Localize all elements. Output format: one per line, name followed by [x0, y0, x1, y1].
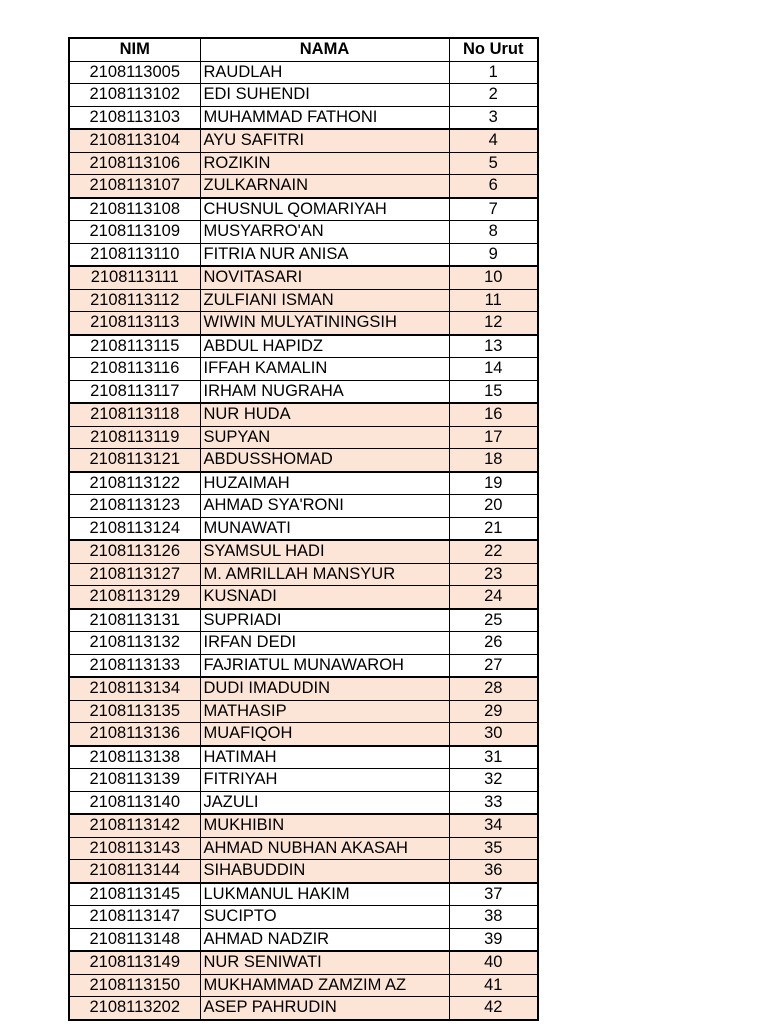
no-urut-cell: 33 [449, 791, 538, 814]
nama-cell: NUR HUDA [200, 403, 449, 426]
table-row [69, 358, 538, 381]
nim-cell: 2108113124 [69, 517, 200, 540]
nama-cell: FITRIA NUR ANISA [200, 243, 449, 266]
table-row [69, 129, 538, 152]
no-urut-cell: 2 [449, 84, 538, 107]
nim-cell: 2108113106 [69, 152, 200, 175]
no-urut-cell: 27 [449, 654, 538, 677]
table-row [69, 769, 538, 792]
table-row [69, 495, 538, 518]
nama-cell: SUPYAN [200, 426, 449, 449]
nama-cell: DUDI IMADUDIN [200, 677, 449, 700]
nama-cell: M. AMRILLAH MANSYUR [200, 563, 449, 586]
table-row [69, 380, 538, 403]
nim-cell: 2108113149 [69, 951, 200, 974]
table-row [69, 403, 538, 426]
nama-cell: MUKHAMMAD ZAMZIM AZ [200, 974, 449, 997]
table-row [69, 61, 538, 84]
no-urut-cell: 32 [449, 769, 538, 792]
no-urut-cell: 36 [449, 860, 538, 883]
nama-cell: MUHAMMAD FATHONI [200, 106, 449, 129]
table-row [69, 221, 538, 244]
table-row [69, 791, 538, 814]
table-row [69, 243, 538, 266]
nama-cell: SIHABUDDIN [200, 860, 449, 883]
nim-cell: 2108113136 [69, 723, 200, 746]
nim-cell: 2108113127 [69, 563, 200, 586]
nim-cell: 2108113133 [69, 654, 200, 677]
nama-cell: ABDUL HAPIDZ [200, 335, 449, 358]
no-urut-cell: 38 [449, 906, 538, 929]
table-row [69, 837, 538, 860]
nim-cell: 2108113144 [69, 860, 200, 883]
nim-cell: 2108113118 [69, 403, 200, 426]
nim-cell: 2108113131 [69, 609, 200, 632]
nama-cell: AYU SAFITRI [200, 129, 449, 152]
nim-cell: 2108113143 [69, 837, 200, 860]
nama-cell: SUPRIADI [200, 609, 449, 632]
nama-cell: CHUSNUL QOMARIYAH [200, 198, 449, 221]
nama-cell: MUAFIQOH [200, 723, 449, 746]
table-row [69, 723, 538, 746]
table-row [69, 632, 538, 655]
nim-cell: 2108113104 [69, 129, 200, 152]
nim-cell: 2108113116 [69, 358, 200, 381]
table-row [69, 906, 538, 929]
table-row [69, 700, 538, 723]
table-row [69, 449, 538, 472]
table-row [69, 586, 538, 609]
table-row [69, 883, 538, 906]
nim-cell: 2108113140 [69, 791, 200, 814]
nim-cell: 2108113109 [69, 221, 200, 244]
no-urut-cell: 34 [449, 814, 538, 837]
nama-cell: HATIMAH [200, 746, 449, 769]
nim-cell: 2108113138 [69, 746, 200, 769]
no-urut-cell: 8 [449, 221, 538, 244]
table-body [69, 61, 538, 1020]
student-table [68, 37, 539, 1021]
table-row [69, 289, 538, 312]
nim-cell: 2108113129 [69, 586, 200, 609]
nim-cell: 2108113122 [69, 472, 200, 495]
nim-cell: 2108113108 [69, 198, 200, 221]
table-row [69, 563, 538, 586]
no-urut-cell: 22 [449, 540, 538, 563]
table-row [69, 746, 538, 769]
no-urut-cell: 23 [449, 563, 538, 586]
nim-cell: 2108113110 [69, 243, 200, 266]
no-urut-cell: 11 [449, 289, 538, 312]
table-row [69, 198, 538, 221]
nim-cell: 2108113134 [69, 677, 200, 700]
nama-cell: NUR SENIWATI [200, 951, 449, 974]
nama-cell: NOVITASARI [200, 266, 449, 289]
nama-cell: LUKMANUL HAKIM [200, 883, 449, 906]
no-urut-cell: 16 [449, 403, 538, 426]
no-urut-cell: 31 [449, 746, 538, 769]
nim-cell: 2108113102 [69, 84, 200, 107]
nama-cell: HUZAIMAH [200, 472, 449, 495]
no-urut-cell: 6 [449, 175, 538, 198]
nim-cell: 2108113107 [69, 175, 200, 198]
nim-cell: 2108113115 [69, 335, 200, 358]
table-row [69, 472, 538, 495]
nama-cell: JAZULI [200, 791, 449, 814]
header-nama: NAMA [200, 38, 449, 61]
no-urut-cell: 41 [449, 974, 538, 997]
nama-cell: IRFAN DEDI [200, 632, 449, 655]
no-urut-cell: 21 [449, 517, 538, 540]
nim-cell: 2108113126 [69, 540, 200, 563]
no-urut-cell: 7 [449, 198, 538, 221]
table-row [69, 860, 538, 883]
nim-cell: 2108113121 [69, 449, 200, 472]
no-urut-cell: 18 [449, 449, 538, 472]
no-urut-cell: 40 [449, 951, 538, 974]
nama-cell: ASEP PAHRUDIN [200, 997, 449, 1020]
nim-cell: 2108113005 [69, 61, 200, 84]
table-row [69, 814, 538, 837]
no-urut-cell: 5 [449, 152, 538, 175]
nama-cell: MATHASIP [200, 700, 449, 723]
no-urut-cell: 35 [449, 837, 538, 860]
no-urut-cell: 12 [449, 312, 538, 335]
table-row [69, 106, 538, 129]
nim-cell: 2108113111 [69, 266, 200, 289]
no-urut-cell: 24 [449, 586, 538, 609]
table-row [69, 974, 538, 997]
nama-cell: MUSYARRO'AN [200, 221, 449, 244]
table-row [69, 928, 538, 951]
no-urut-cell: 29 [449, 700, 538, 723]
nama-cell: KUSNADI [200, 586, 449, 609]
nama-cell: ZULKARNAIN [200, 175, 449, 198]
nim-cell: 2108113147 [69, 906, 200, 929]
nim-cell: 2108113135 [69, 700, 200, 723]
nim-cell: 2108113123 [69, 495, 200, 518]
nim-cell: 2108113112 [69, 289, 200, 312]
nama-cell: SUCIPTO [200, 906, 449, 929]
table-row [69, 997, 538, 1020]
no-urut-cell: 42 [449, 997, 538, 1020]
no-urut-cell: 3 [449, 106, 538, 129]
table-row [69, 152, 538, 175]
no-urut-cell: 10 [449, 266, 538, 289]
nama-cell: IRHAM NUGRAHA [200, 380, 449, 403]
nama-cell: AHMAD SYA'RONI [200, 495, 449, 518]
header-row [69, 38, 538, 61]
nama-cell: AHMAD NADZIR [200, 928, 449, 951]
nim-cell: 2108113119 [69, 426, 200, 449]
nama-cell: FAJRIATUL MUNAWAROH [200, 654, 449, 677]
no-urut-cell: 39 [449, 928, 538, 951]
no-urut-cell: 14 [449, 358, 538, 381]
table-header [69, 38, 538, 61]
no-urut-cell: 37 [449, 883, 538, 906]
table-row [69, 677, 538, 700]
nim-cell: 2108113150 [69, 974, 200, 997]
table-row [69, 654, 538, 677]
nim-cell: 2108113148 [69, 928, 200, 951]
nama-cell: FITRIYAH [200, 769, 449, 792]
no-urut-cell: 9 [449, 243, 538, 266]
no-urut-cell: 17 [449, 426, 538, 449]
nama-cell: SYAMSUL HADI [200, 540, 449, 563]
nim-cell: 2108113117 [69, 380, 200, 403]
header-no-urut: No Urut [449, 38, 538, 61]
nim-cell: 2108113113 [69, 312, 200, 335]
table-row [69, 175, 538, 198]
table-row [69, 426, 538, 449]
no-urut-cell: 28 [449, 677, 538, 700]
nama-cell: MUKHIBIN [200, 814, 449, 837]
nama-cell: RAUDLAH [200, 61, 449, 84]
no-urut-cell: 15 [449, 380, 538, 403]
nama-cell: MUNAWATI [200, 517, 449, 540]
nim-cell: 2108113142 [69, 814, 200, 837]
no-urut-cell: 19 [449, 472, 538, 495]
nama-cell: EDI SUHENDI [200, 84, 449, 107]
nim-cell: 2108113132 [69, 632, 200, 655]
table-row [69, 951, 538, 974]
nama-cell: ZULFIANI ISMAN [200, 289, 449, 312]
table-row [69, 312, 538, 335]
no-urut-cell: 26 [449, 632, 538, 655]
no-urut-cell: 1 [449, 61, 538, 84]
nim-cell: 2108113139 [69, 769, 200, 792]
no-urut-cell: 25 [449, 609, 538, 632]
nama-cell: AHMAD NUBHAN AKASAH [200, 837, 449, 860]
table-row [69, 540, 538, 563]
nama-cell: WIWIN MULYATININGSIH [200, 312, 449, 335]
table-row [69, 609, 538, 632]
no-urut-cell: 20 [449, 495, 538, 518]
table-row [69, 266, 538, 289]
no-urut-cell: 4 [449, 129, 538, 152]
table-row [69, 84, 538, 107]
no-urut-cell: 30 [449, 723, 538, 746]
nama-cell: IFFAH KAMALIN [200, 358, 449, 381]
nama-cell: ABDUSSHOMAD [200, 449, 449, 472]
table-row [69, 335, 538, 358]
nim-cell: 2108113145 [69, 883, 200, 906]
no-urut-cell: 13 [449, 335, 538, 358]
table-row [69, 517, 538, 540]
nim-cell: 2108113202 [69, 997, 200, 1020]
nim-cell: 2108113103 [69, 106, 200, 129]
header-nim: NIM [69, 38, 200, 61]
nama-cell: ROZIKIN [200, 152, 449, 175]
